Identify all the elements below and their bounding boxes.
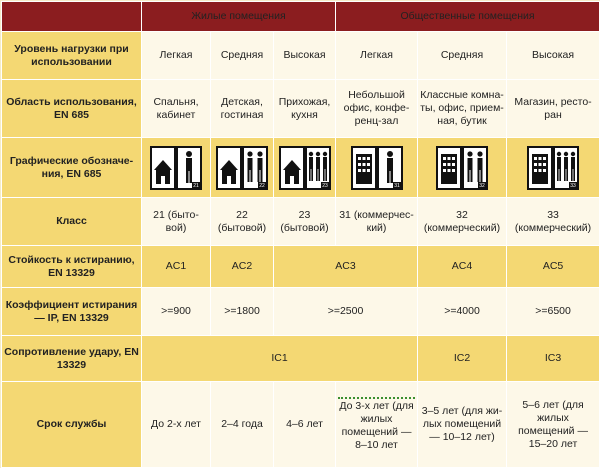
cell-class: 22 (бытовой) [211,198,274,246]
cell-abrasion: AC3 [274,246,418,288]
cell-service-life-text: До 3-х лет (для жилых помещений — 8–10 лет [338,397,415,452]
row-label-impact: Сопротивление удару, EN 13329 [2,336,142,382]
class-23-icon [279,146,331,190]
svg-text:23: 23 [321,182,328,189]
row-label-usage-area: Область использования, EN 685 [2,80,142,138]
cell-service-life: 2–4 года [211,382,274,468]
row-class [2,198,600,246]
cell-load-level: Средняя [211,32,274,80]
row-label-abrasion-coef: Коэффициент истирания — IP, EN 13329 [2,288,142,336]
row-label-service-life: Срок службы [2,382,142,468]
cell-class: 23 (бытовой) [274,198,336,246]
cell-abrasion: AC1 [142,246,211,288]
row-label-load-level: Уровень нагрузки при использовании [2,32,142,80]
svg-text:21: 21 [193,182,199,189]
svg-text:33: 33 [570,182,576,189]
cell-load-level: Средняя [418,32,507,80]
cell-abrasion-coef: >=4000 [418,288,507,336]
cell-load-level: Легкая [142,32,211,80]
cell-load-level: Высокая [507,32,600,80]
cell-service-life [336,382,418,468]
cell-abrasion-coef: >=1800 [211,288,274,336]
cell-usage-area: Магазин, ресто-ран [507,80,600,138]
cell-abrasion: AC4 [418,246,507,288]
cell-usage-area: Небольшой офис, конфе-ренц-зал [336,80,418,138]
cell-service-life: До 2-х лет [142,382,211,468]
svg-text:31: 31 [393,182,400,189]
class-21-icon [150,146,202,190]
cell-service-life: 4–6 лет [274,382,336,468]
cell-symbol [418,138,507,198]
row-label-class: Класс [2,198,142,246]
cell-impact: IC1 [142,336,418,382]
cell-load-level: Легкая [336,32,418,80]
cell-load-level: Высокая [274,32,336,80]
row-service-life [2,382,600,468]
header-public: Общественные помещения [336,2,600,32]
class-31-icon [351,146,403,190]
class-22-icon [216,146,268,190]
row-abrasion [2,246,600,288]
cell-abrasion-coef: >=2500 [274,288,418,336]
row-label-symbols: Графические обозначе-ния, EN 685 [2,138,142,198]
cell-usage-area: Прихожая, кухня [274,80,336,138]
cell-abrasion-coef: >=900 [142,288,211,336]
cell-service-life: 5–6 лет (для жилых помещений — 15–20 лет [507,382,600,468]
cell-impact: IC2 [418,336,507,382]
row-abrasion-coef [2,288,600,336]
svg-text:32: 32 [479,182,485,189]
cell-abrasion-coef: >=6500 [507,288,600,336]
row-impact [2,336,600,382]
row-usage-area [2,80,600,138]
cell-class: 33 (коммерческий) [507,198,600,246]
svg-text:22: 22 [259,182,265,189]
class-33-icon [527,146,579,190]
cell-usage-area: Спальня, кабинет [142,80,211,138]
cell-usage-area: Детская, гостиная [211,80,274,138]
cell-abrasion: AC2 [211,246,274,288]
cell-symbol [274,138,336,198]
row-symbols [2,138,600,198]
cell-symbol [336,138,418,198]
cell-symbol [211,138,274,198]
laminate-classes-table [1,1,600,468]
row-label-abrasion: Стойкость к истиранию, EN 13329 [2,246,142,288]
cell-usage-area: Классные комна-ты, офис, прием-ная, бутик [418,80,507,138]
cell-service-life: 3–5 лет (для жи-лых помещений — 10–12 лет) [418,382,507,468]
header-row [2,2,600,32]
header-residential: Жилые помещения [142,2,336,32]
cell-symbol [142,138,211,198]
cell-impact: IC3 [507,336,600,382]
class-32-icon [436,146,488,190]
cell-abrasion: AC5 [507,246,600,288]
cell-class: 21 (быто-вой) [142,198,211,246]
cell-class: 31 (коммерчес-кий) [336,198,418,246]
cell-symbol [507,138,600,198]
header-corner [2,2,142,32]
cell-class: 32 (коммерческий) [418,198,507,246]
row-load-level [2,32,600,80]
